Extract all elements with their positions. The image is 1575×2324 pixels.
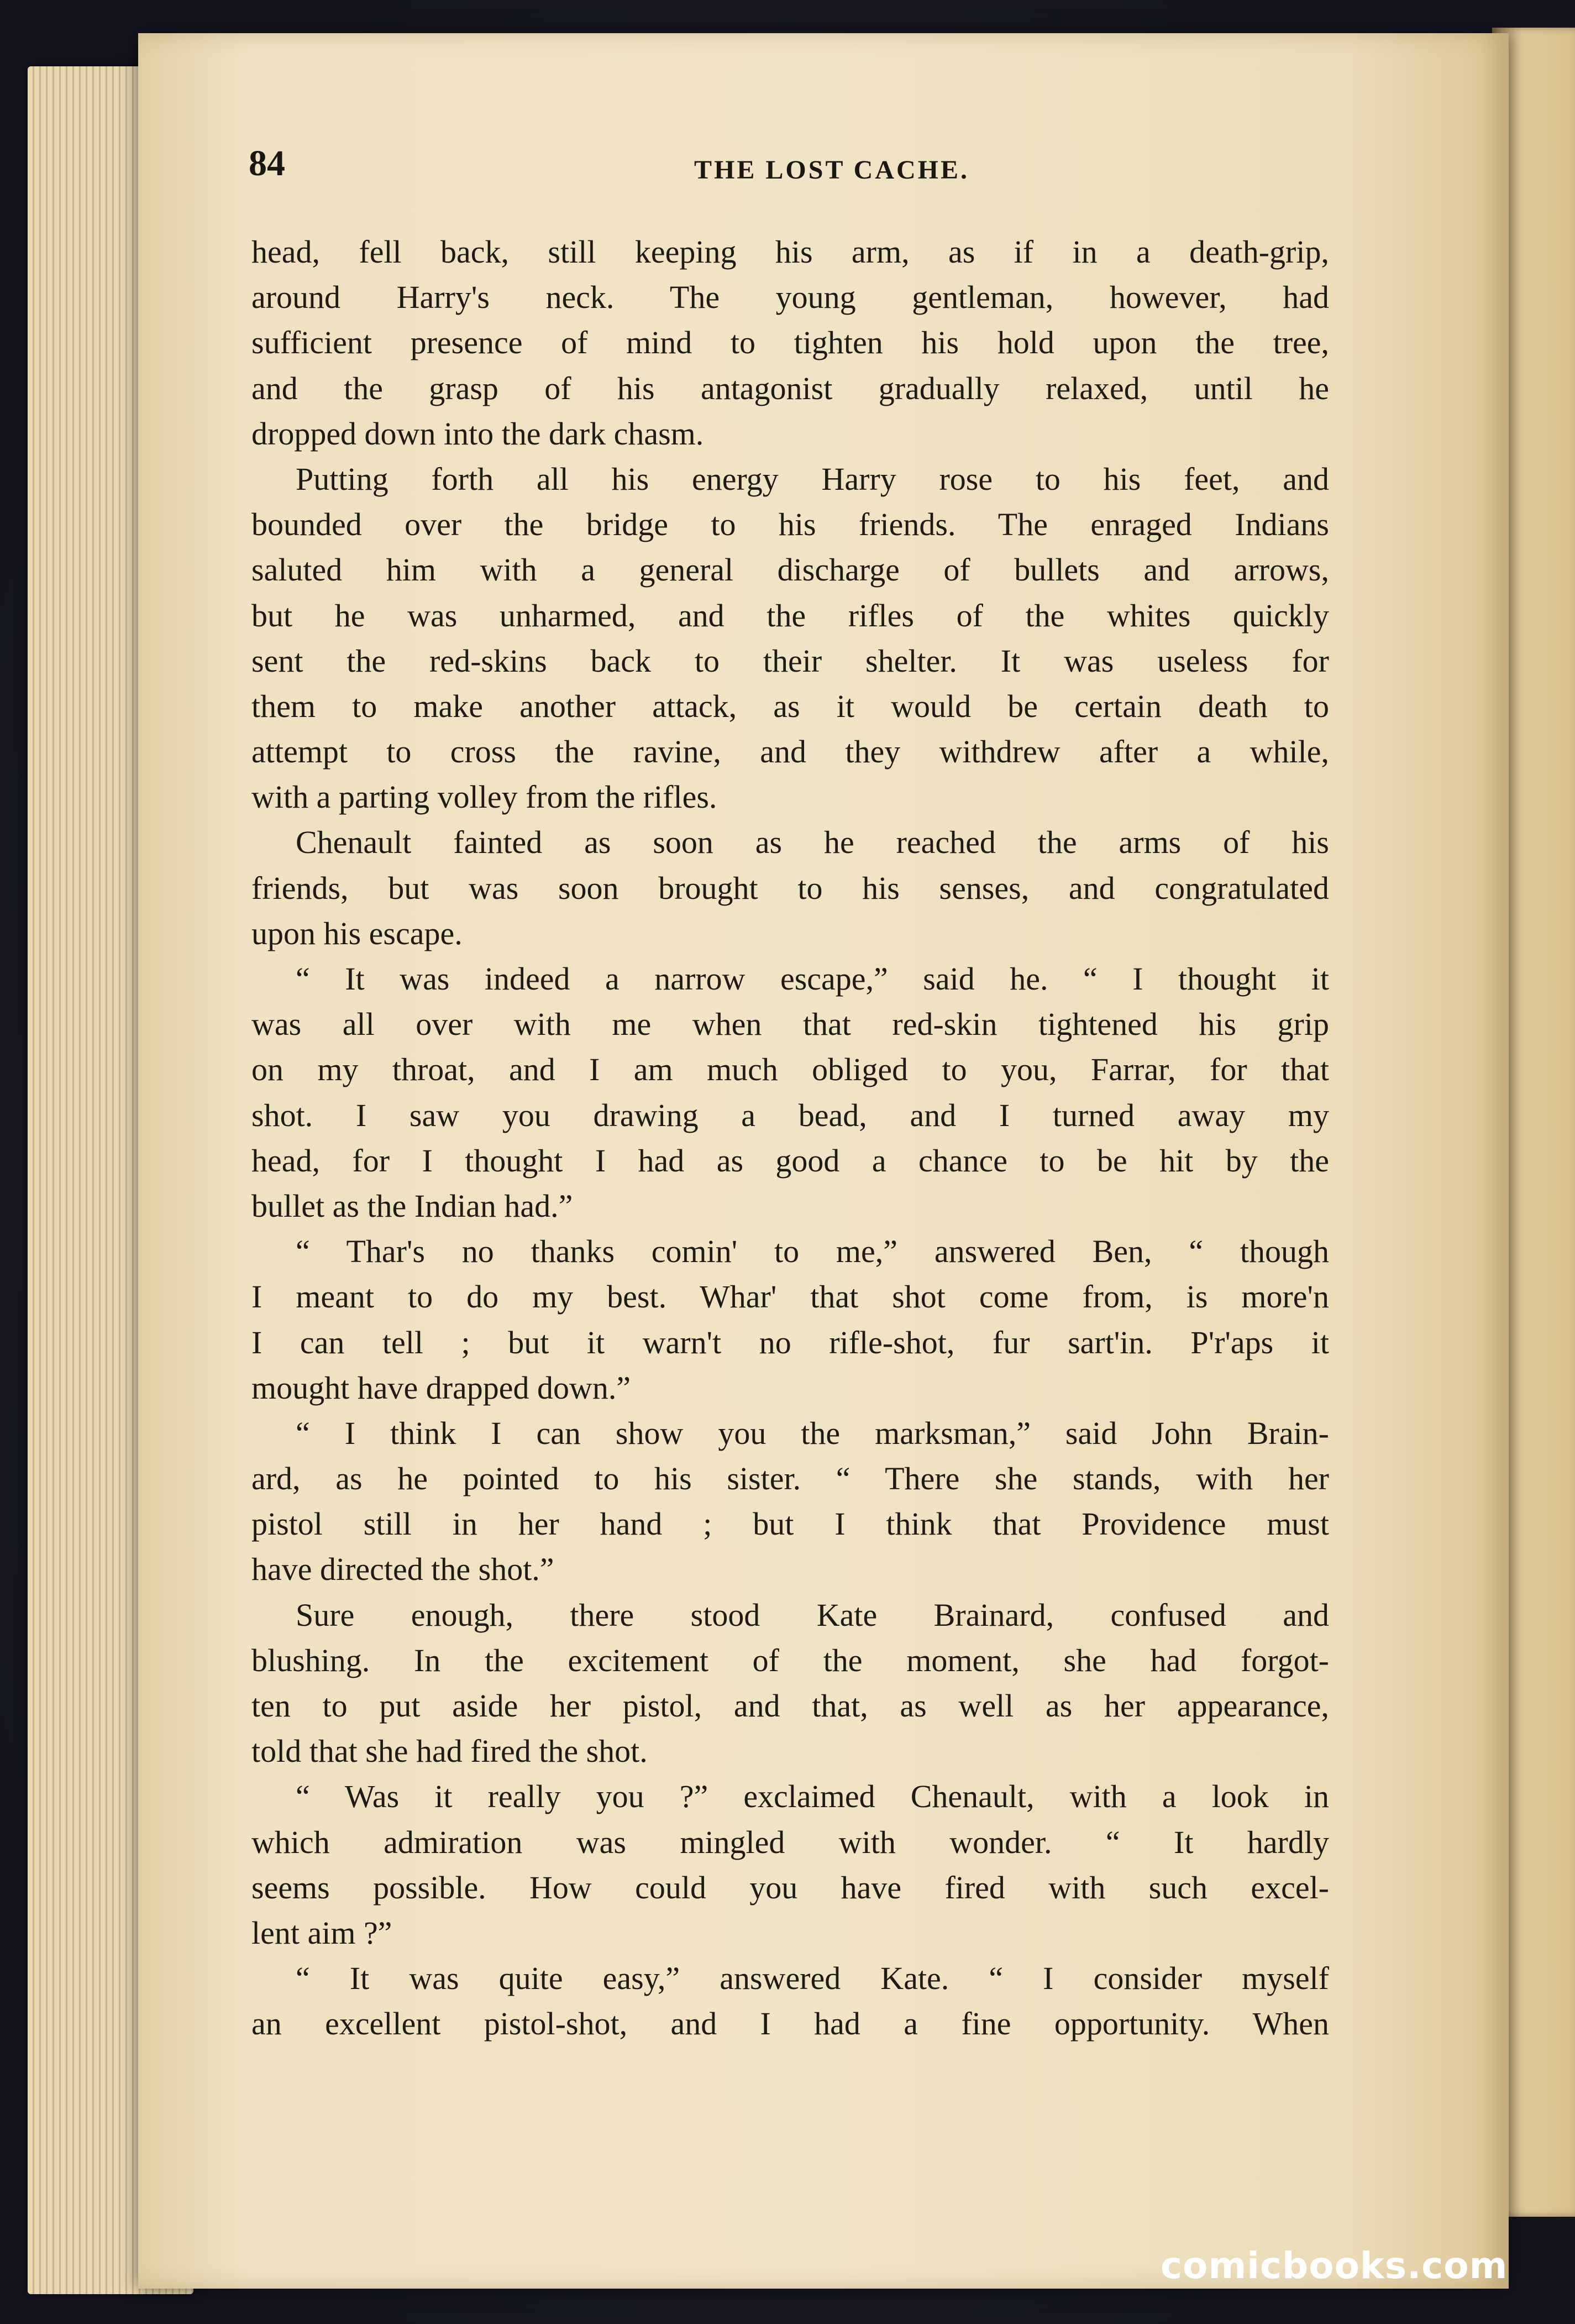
page-header — [249, 143, 1326, 192]
text-line: head, fell back, still keeping his arm, as if in a death-grip, — [251, 234, 1329, 270]
text-line: bullet as the Indian had.” — [251, 1187, 573, 1224]
body-text — [251, 229, 1329, 2047]
text-line: shot. I saw you drawing a bead, and I turned away my — [251, 1097, 1329, 1133]
text-line: Sure enough, there stood Kate Brainard, confused and — [296, 1597, 1329, 1633]
text-line: “ It was quite easy,” answered Kate. “ I consider myself — [296, 1960, 1329, 1997]
text-line: “ Was it really you ?” exclaimed Chenault, with a look in — [296, 1778, 1329, 1815]
text-line: head, for I thought I had as good a chance to be hit by the — [251, 1142, 1329, 1179]
text-line: was all over with me when that red-skin tightened his grip — [251, 1006, 1329, 1043]
text-line: I meant to do my best. Whar' that shot come from, is more'n — [251, 1279, 1329, 1315]
text-line: ard, as he pointed to his sister. “ There she stands, with her — [251, 1461, 1329, 1497]
text-line: with a parting volley from the rifles. — [251, 779, 717, 815]
running-head: THE LOST CACHE. — [694, 155, 969, 185]
text-line: Chenault fainted as soon as he reached the arms of his — [296, 824, 1329, 861]
text-line: lent aim ?” — [251, 1914, 392, 1951]
text-line: friends, but was soon brought to his senses, and congratulated — [251, 870, 1329, 906]
text-line: I can tell ; but it warn't no rifle-shot, fur sart'in. P'r'aps it — [251, 1324, 1329, 1360]
text-line: Putting forth all his energy Harry rose to his feet, and — [296, 460, 1329, 497]
text-line: have directed the shot.” — [251, 1551, 554, 1588]
text-line: but he was unharmed, and the rifles of the whites quickly — [251, 597, 1329, 634]
text-line: “ I think I can show you the marksman,” said John Brain- — [296, 1415, 1329, 1451]
text-line: pistol still in her hand ; but I think that Providence must — [251, 1506, 1329, 1542]
text-line: sufficient presence of mind to tighten his hold upon the tree, — [251, 324, 1329, 361]
text-line: on my throat, and I am much obliged to you, Farrar, for that — [251, 1051, 1329, 1088]
page-number: 84 — [249, 143, 285, 184]
text-line: saluted him with a general discharge of bullets and arrows, — [251, 552, 1329, 588]
text-line: mought have drapped down.” — [251, 1369, 631, 1406]
text-line: “ Thar's no thanks comin' to me,” answered Ben, “ though — [296, 1233, 1329, 1270]
text-line: dropped down into the dark chasm. — [251, 415, 704, 452]
text-line: told that she had fired the shot. — [251, 1733, 648, 1770]
text-line: and the grasp of his antagonist gradually relaxed, until he — [251, 370, 1329, 406]
watermark: comicbooks.com — [1161, 2244, 1508, 2287]
text-line: ten to put aside her pistol, and that, as well as her appearance, — [251, 1688, 1329, 1724]
text-line: attempt to cross the ravine, and they withdrew after a while, — [251, 734, 1329, 770]
text-line: which admiration was mingled with wonder. “ It hardly — [251, 1824, 1329, 1860]
text-line: an excellent pistol-shot, and I had a fine opportunity. When — [251, 2006, 1329, 2042]
text-line: upon his escape. — [251, 915, 463, 951]
text-line: them to make another attack, as it would be certain death to — [251, 688, 1329, 724]
text-line: “ It was indeed a narrow escape,” said he. “ I thought it — [296, 961, 1329, 997]
text-line: bounded over the bridge to his friends. The enraged Indians — [251, 506, 1329, 543]
text-line: blushing. In the excitement of the moment, she had forgot- — [251, 1642, 1329, 1678]
text-line: sent the red-skins back to their shelter. It was useless for — [251, 642, 1329, 679]
text-line: seems possible. How could you have fired with such excel- — [251, 1869, 1329, 1906]
text-line: around Harry's neck. The young gentleman, however, had — [251, 279, 1329, 316]
